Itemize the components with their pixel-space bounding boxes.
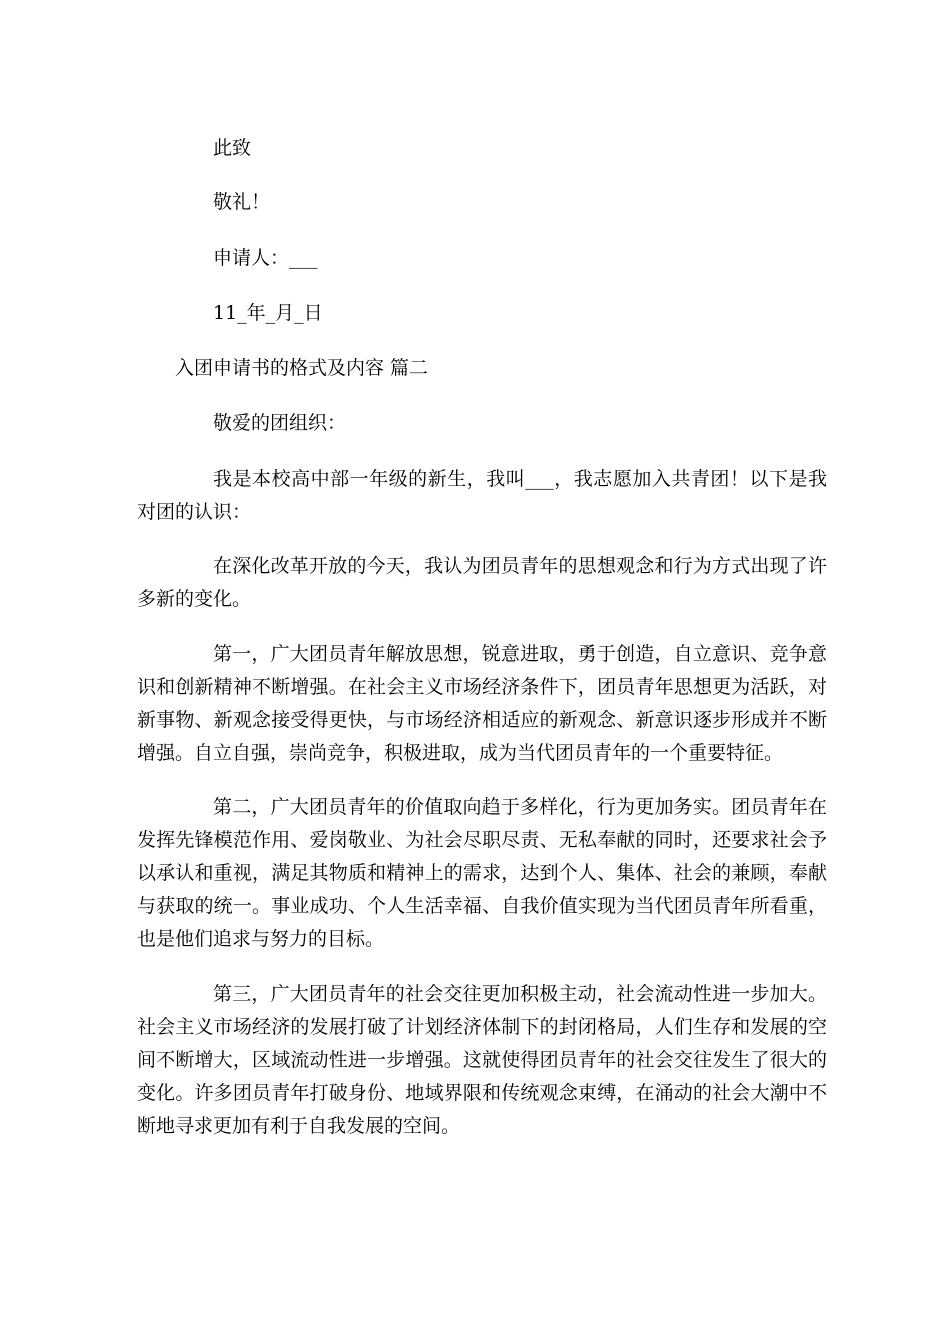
paragraph-first: 第一，广大团员青年解放思想，锐意进取，勇于创造，自立意识、竞争意识和创新精神不断增强。在社会主义市场经济条件下，团员青年思想更为活跃，对新事物、新观念接受得更快，与市场经济相适应的新观念、新意识逐步形成并不断增强。自立自强，崇尚竞争，积极进取，成为当代团员青年的一个重要特征。 xyxy=(137,643,827,764)
date-line: 11_年_月_日 xyxy=(213,302,323,324)
paragraph-overview: 在深化改革开放的今天，我认为团员青年的思想观念和行为方式出现了许多新的变化。 xyxy=(137,555,827,610)
paragraph-second: 第二，广大团员青年的价值取向趋于多样化，行为更加务实。团员青年在发挥先锋模范作用、爱岗敬业、为社会尽职尽责、无私奉献的同时，还要求社会予以承认和重视，满足其物质和精神上的需求，达到个人、集体、社会的兼顾，奉献与获取的统一。事业成功、个人生活幸福、自我价值实现为当代团员青年所看重，也是他们追求与努力的目标。 xyxy=(137,796,827,950)
applicant-line: 申请人：___ xyxy=(213,247,318,269)
closing-salutation-2: 敬礼！ xyxy=(213,191,271,213)
paragraph-intro: 我是本校高中部一年级的新生，我叫___，我志愿加入共青团！以下是我对团的认识： xyxy=(137,468,827,523)
closing-salutation-1: 此致 xyxy=(213,137,252,159)
greeting: 敬爱的团组织： xyxy=(213,412,347,434)
paragraph-third: 第三，广大团员青年的社会交往更加积极主动，社会流动性进一步加大。社会主义市场经济的发展打破了计划经济体制下的封闭格局，人们生存和发展的空间不断增大，区域流动性进一步增强。这就使得团员青年的社会交往发生了很大的变化。许多团员青年打破身份、地域界限和传统观念束缚，在涌动的社会大潮中不断地寻求更加有利于自我发展的空间。 xyxy=(137,983,827,1137)
section-heading: 入团申请书的格式及内容 篇二 xyxy=(175,357,429,379)
